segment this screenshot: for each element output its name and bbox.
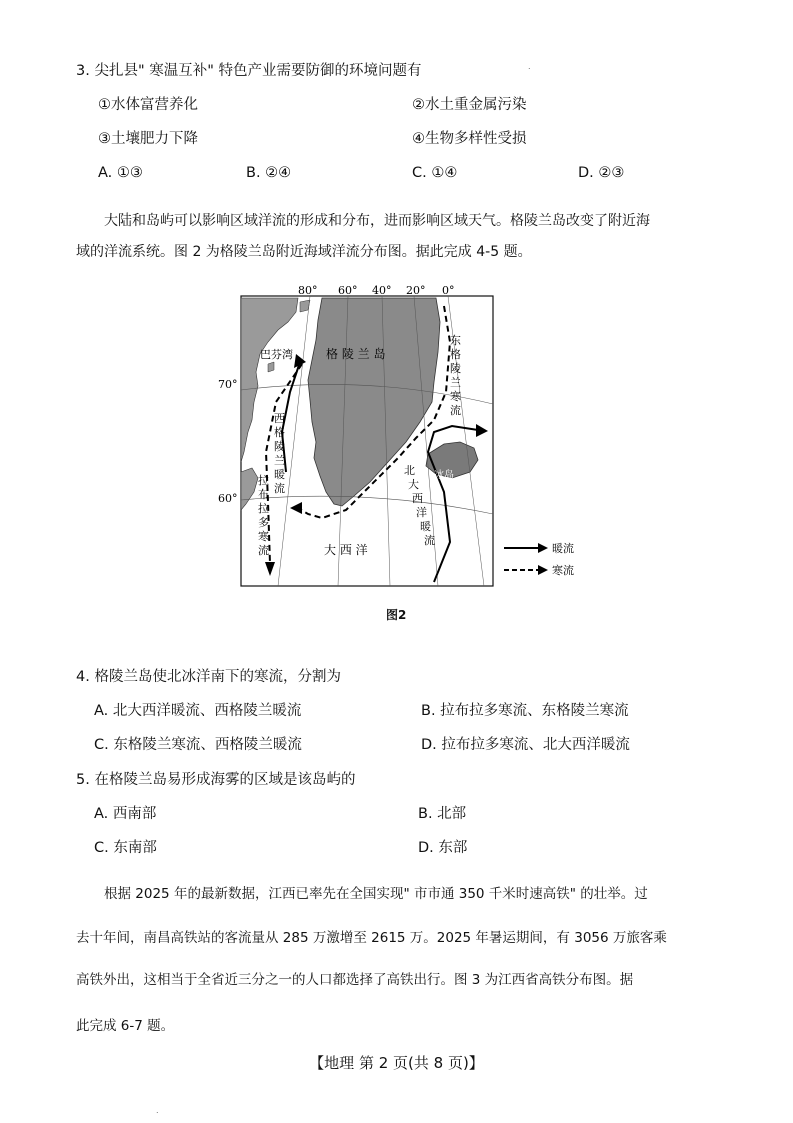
q3-item-1: ①水体富营养化 [98,97,198,113]
label-east-greenland-current [450,334,461,417]
q4-choice-c: C. 东格陵兰寒流、西格陵兰暖流 [94,737,302,753]
q3-choice-c: C. ①④ [412,165,458,181]
question-4-stem: 4. 格陵兰岛使北冰洋南下的寒流，分割为 [76,669,341,685]
q4-choice-a: A. 北大西洋暖流、西格陵兰暖流 [94,703,302,719]
intro-2-line-1: 根据 2025 年的最新数据，江西已率先在全国实现" 市市通 350 千米时速高铁" 的壮举。过 [104,886,648,902]
intro-1-line-2: 域的洋流系统。图 2 为格陵兰岛附近海域洋流分布图。据此完成 4-5 题。 [76,244,532,260]
q3-item-2: ②水土重金属污染 [412,97,527,113]
svg-text:流: 流 [424,534,435,547]
label-iceland: 冰岛 [434,470,454,481]
label-atlantic: 大 西 洋 [324,543,368,557]
legend-cold-label: 寒流 [552,564,574,577]
svg-text:流: 流 [258,544,269,557]
svg-text:西: 西 [274,412,285,425]
svg-text:兰: 兰 [450,376,461,389]
q4-choice-b: B. 拉布拉多寒流、东格陵兰寒流 [421,703,629,719]
q3-item-3: ③土壤肥力下降 [98,131,198,147]
svg-text:流: 流 [450,404,461,417]
svg-text:格: 格 [274,426,285,439]
figure-caption: 图2 [386,608,407,622]
svg-text:大: 大 [408,478,419,491]
question-5-stem: 5. 在格陵兰岛易形成海雾的区域是该岛屿的 [76,772,356,788]
lon-label-40: 40° [372,284,392,297]
lon-label-60: 60° [338,284,358,297]
island [268,362,274,372]
svg-text:兰: 兰 [274,454,285,467]
q5-choice-b: B. 北部 [418,806,467,822]
q5-choice-a: A. 西南部 [94,806,157,822]
legend-cold-arrow [538,565,548,575]
q3-choice-b: B. ②④ [246,165,292,181]
map-legend [500,538,590,584]
svg-text:暖: 暖 [420,520,431,533]
svg-text:西: 西 [412,492,423,505]
page-footer: 【地理 第 2 页(共 8 页)】 [309,1054,484,1072]
svg-text:洋: 洋 [416,506,427,519]
svg-text:拉: 拉 [258,474,269,487]
lon-label-80: 80° [298,284,318,297]
lat-label-70: 70° [218,378,238,391]
legend-warm-label: 暖流 [552,542,574,555]
intro-1-line-1: 大陆和岛屿可以影响区域洋流的形成和分布，进而影响区域天气。格陵兰岛改变了附近海 [104,213,650,229]
label-greenland: 格 陵 兰 岛 [326,347,386,361]
svg-text:寒: 寒 [258,530,269,543]
speck: . [528,62,531,71]
intro-2-line-3: 高铁外出，这相当于全省近三分之一的人口都选择了高铁出行。图 3 为江西省高铁分布图。据 [76,972,634,988]
svg-text:陵: 陵 [450,362,461,375]
legend-warm-arrow [538,543,548,553]
label-baffin-bay: 巴芬湾 [260,348,293,361]
svg-text:流: 流 [274,482,285,495]
svg-text:寒: 寒 [450,390,461,403]
question-3-stem: 3. 尖扎县" 寒温互补" 特色产业需要防御的环境问题有 [76,63,422,79]
intro-2-line-4: 此完成 6-7 题。 [76,1018,175,1034]
svg-text:格: 格 [450,348,461,361]
svg-text:陵: 陵 [274,440,285,453]
q5-choice-c: C. 东南部 [94,840,157,856]
q5-choice-d: D. 东部 [418,840,468,856]
label-west-greenland-current [274,412,285,495]
svg-text:布: 布 [258,488,269,501]
q3-choice-d: D. ②③ [578,165,625,181]
svg-text:拉: 拉 [258,502,269,515]
svg-text:北: 北 [404,464,415,477]
greenland-current-map [218,282,500,590]
lat-label-60: 60° [218,492,238,505]
q3-item-4: ④生物多样性受损 [412,131,527,147]
lon-label-0: 0° [442,284,455,297]
q4-choice-d: D. 拉布拉多寒流、北大西洋暖流 [421,737,630,753]
svg-text:多: 多 [258,516,269,529]
speck: . [156,1106,159,1115]
lon-label-20: 20° [406,284,426,297]
svg-text:暖: 暖 [274,468,285,481]
intro-2-line-2: 去十年间，南昌高铁站的客流量从 285 万激增至 2615 万。2025 年暑运期间，有 3056 万旅客乘 [76,930,667,946]
svg-text:东: 东 [450,334,461,347]
q3-choice-a: A. ①③ [98,165,143,181]
